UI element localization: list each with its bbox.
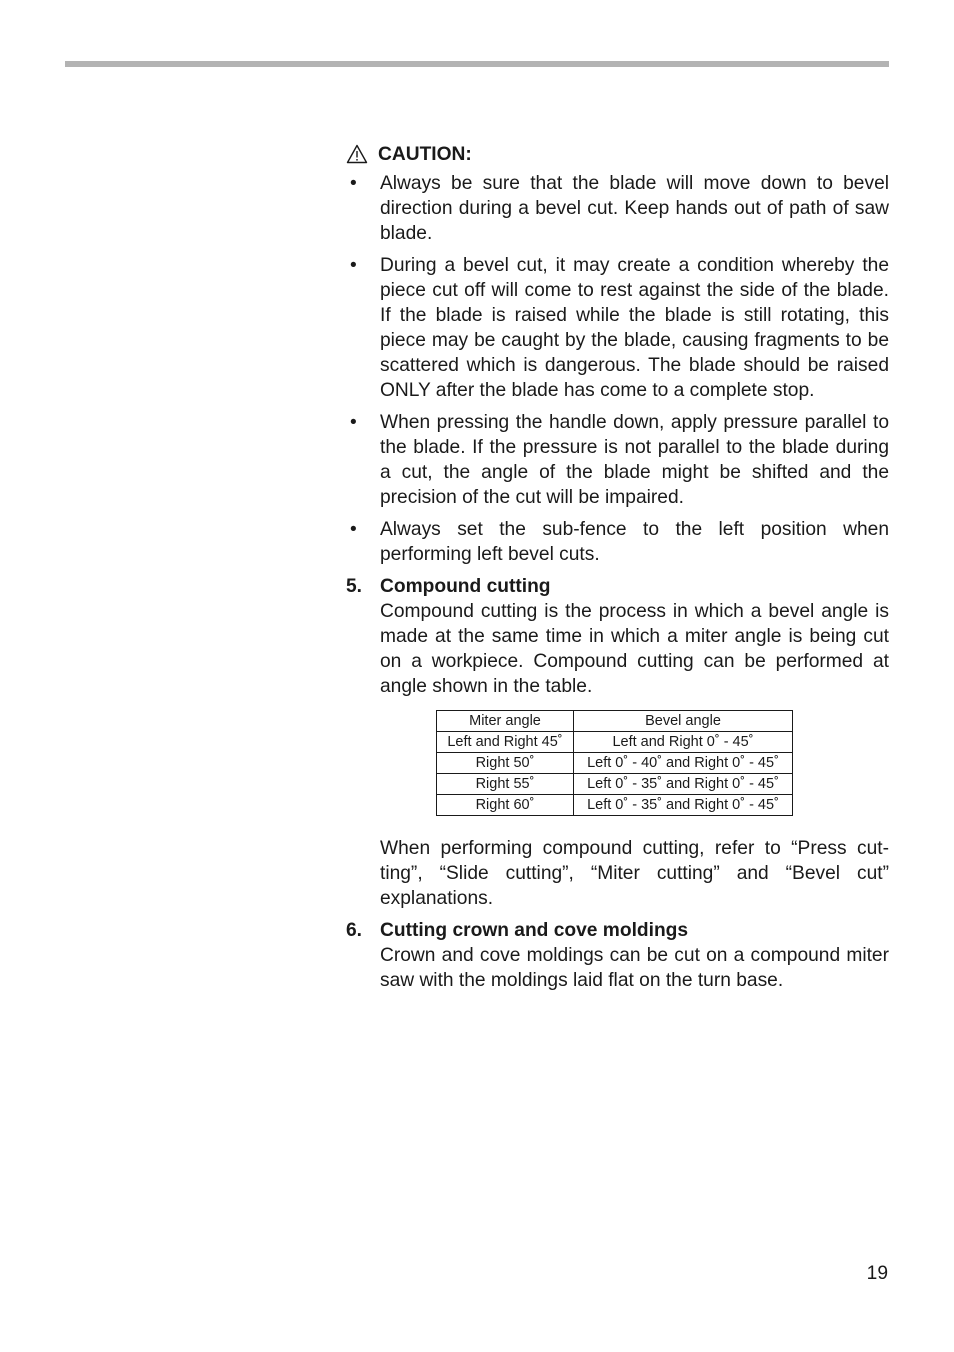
list-item-text: When pressing the handle down, apply pressure parallel to the blade. If the pressure is not parallel to the blade during a cut, the angle of the blade might be shifted and the precision of the cut will be impaired. [380, 412, 889, 508]
list-item-text: Always set the sub-fence to the left position when performing left bevel cuts. [380, 519, 889, 565]
table-cell: Left 0˚ - 35˚ and Right 0˚ - 45˚ [574, 795, 793, 816]
bullet: • [350, 519, 357, 540]
column-header-miter: Miter angle [437, 711, 574, 732]
list-item [346, 410, 889, 510]
warning-triangle-icon [346, 144, 368, 164]
list-item-text: Always be sure that the blade will move down to bevel direction during a bevel cut. Keep hands out of path of saw blade. [380, 173, 889, 244]
table-row [437, 795, 793, 816]
table-cell: Right 55˚ [437, 774, 574, 795]
section-title: Compound cutting [380, 576, 551, 597]
section-crown-cove-moldings [346, 918, 889, 993]
section-title: Cutting crown and cove moldings [380, 920, 689, 941]
table-cell: Left 0˚ - 35˚ and Right 0˚ - 45˚ [574, 774, 793, 795]
table-header-row [437, 711, 793, 732]
page-content [346, 141, 889, 993]
list-item-text: During a bevel cut, it may create a condition whereby the piece cut off will come to rest against the side of the blade. If the blade is raised while the blade is still rotating, this piece may be caught by the blade, causing fragments to be scattered which is dangerous. The blade should be raised ONLY after the blade has come to a complete stop. [380, 255, 889, 401]
angle-table-wrapper [436, 710, 889, 816]
table-row [437, 774, 793, 795]
table-cell: Left and Right 0˚ - 45˚ [574, 732, 793, 753]
table-cell: Left and Right 45˚ [437, 732, 574, 753]
section-body: Crown and cove moldings can be cut on a compound miter saw with the moldings laid flat on the turn base. [380, 945, 889, 991]
angle-table [436, 710, 793, 816]
section-body: Compound cutting is the process in which a bevel angle is made at the same time in which a miter angle is being cut on a workpiece. Compound cutting can be performed at angle shown in the table. [380, 601, 889, 697]
page-number: 19 [866, 1263, 888, 1284]
bullet: • [350, 255, 357, 276]
section-heading [346, 574, 889, 599]
table-cell: Left 0˚ - 40˚ and Right 0˚ - 45˚ [574, 753, 793, 774]
section-number: 5. [346, 576, 363, 597]
caution-label: CAUTION: [378, 143, 472, 165]
list-item [346, 253, 889, 403]
list-item [346, 171, 889, 246]
section-number: 6. [346, 920, 363, 941]
section-heading [346, 918, 889, 943]
top-rule [65, 61, 889, 67]
table-cell: Right 60˚ [437, 795, 574, 816]
table-row [437, 732, 793, 753]
section-compound-cutting [346, 574, 889, 911]
bullet: • [350, 412, 357, 433]
caution-heading [346, 141, 889, 167]
list-item [346, 517, 889, 567]
table-cell: Right 50˚ [437, 753, 574, 774]
caution-list [346, 171, 889, 567]
bullet: • [350, 173, 357, 194]
column-header-bevel: Bevel angle [574, 711, 793, 732]
compound-cutting-note: When performing compound cutting, refer to “Press cut-ting”, “Slide cutting”, “Miter cutting” and “Bevel cut” explanations. [380, 838, 889, 909]
table-row [437, 753, 793, 774]
